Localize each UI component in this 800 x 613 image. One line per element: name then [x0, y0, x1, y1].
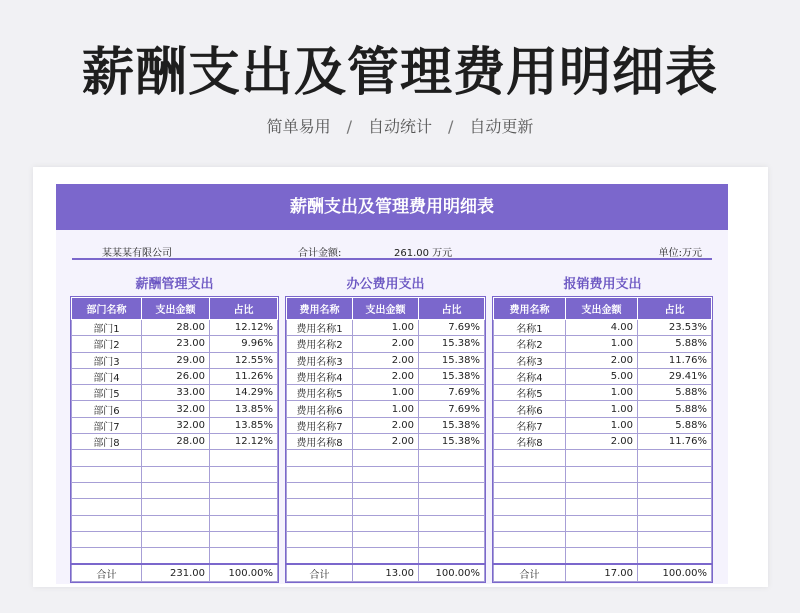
table-cell: 费用名称8 [287, 434, 353, 450]
table-cell: 12.12% [210, 320, 278, 336]
total-amount-value: 261.00 万元 [394, 248, 453, 259]
table-row [494, 352, 712, 368]
empty-cell [638, 531, 712, 547]
empty-row [72, 466, 278, 482]
table-header-row [72, 298, 278, 320]
empty-cell [142, 450, 210, 466]
table-cell: 1.00 [566, 401, 638, 417]
panel-salary [70, 274, 279, 583]
table-cell: 13.85% [210, 417, 278, 433]
empty-cell [72, 531, 142, 547]
table-row [72, 385, 278, 401]
table-cell: 2.00 [566, 434, 638, 450]
unit-label: 单位:万元 [658, 248, 702, 259]
total-cell: 100.00% [210, 564, 278, 582]
table-row [72, 352, 278, 368]
table-cell: 15.38% [419, 417, 485, 433]
empty-cell [419, 515, 485, 531]
empty-cell [210, 466, 278, 482]
total-cell: 100.00% [638, 564, 712, 582]
empty-cell [353, 515, 419, 531]
empty-cell [287, 466, 353, 482]
empty-row [494, 515, 712, 531]
table-cell: 33.00 [142, 385, 210, 401]
table-cell: 费用名称5 [287, 385, 353, 401]
empty-cell [638, 499, 712, 515]
empty-cell [494, 482, 566, 498]
table-cell: 1.00 [566, 385, 638, 401]
feature-tags [0, 114, 800, 137]
total-row [72, 564, 278, 582]
empty-cell [353, 499, 419, 515]
panel-office [285, 274, 486, 583]
table-cell: 7.69% [419, 401, 485, 417]
panel-title: 报销费用支出 [563, 277, 642, 292]
table-cell: 23.00 [142, 336, 210, 352]
table-cell: 1.00 [566, 336, 638, 352]
empty-cell [566, 466, 638, 482]
table-body [494, 320, 712, 582]
table-cell: 11.76% [638, 352, 712, 368]
table-cell: 费用名称6 [287, 401, 353, 417]
table-row [72, 320, 278, 336]
column-header: 支出金额 [353, 298, 419, 320]
empty-cell [142, 466, 210, 482]
table-cell: 部门5 [72, 385, 142, 401]
feature-tag: 自动统计 [367, 117, 432, 136]
table-cell: 5.88% [638, 417, 712, 433]
tag-separator: / [346, 117, 352, 136]
table-row [494, 417, 712, 433]
empty-row [287, 515, 485, 531]
empty-row [72, 531, 278, 547]
table-row [72, 336, 278, 352]
table-body [72, 320, 278, 582]
table-row [287, 417, 485, 433]
empty-cell [210, 499, 278, 515]
empty-cell [72, 466, 142, 482]
table-cell: 11.26% [210, 368, 278, 384]
table-cell: 15.38% [419, 352, 485, 368]
sheet-info-row [72, 244, 712, 260]
empty-cell [419, 482, 485, 498]
column-header: 部门名称 [72, 298, 142, 320]
total-cell: 合计 [72, 564, 142, 582]
empty-row [287, 482, 485, 498]
empty-cell [638, 515, 712, 531]
empty-cell [72, 499, 142, 515]
table-row [72, 417, 278, 433]
empty-row [494, 499, 712, 515]
table-cell: 5.88% [638, 336, 712, 352]
column-header: 费用名称 [287, 298, 353, 320]
table-cell: 1.00 [353, 320, 419, 336]
table-header-row [494, 298, 712, 320]
table-cell: 4.00 [566, 320, 638, 336]
table-row [287, 385, 485, 401]
empty-cell [494, 548, 566, 564]
table-cell: 部门8 [72, 434, 142, 450]
empty-cell [287, 450, 353, 466]
table-cell: 名称8 [494, 434, 566, 450]
empty-cell [210, 482, 278, 498]
table-cell: 26.00 [142, 368, 210, 384]
empty-cell [72, 450, 142, 466]
empty-cell [353, 548, 419, 564]
empty-row [494, 548, 712, 564]
empty-cell [419, 531, 485, 547]
table-row [72, 368, 278, 384]
empty-cell [287, 548, 353, 564]
empty-row [72, 515, 278, 531]
table-body [287, 320, 485, 582]
empty-row [72, 548, 278, 564]
empty-cell [287, 499, 353, 515]
table-cell: 2.00 [353, 434, 419, 450]
table-cell: 5.88% [638, 401, 712, 417]
empty-cell [142, 531, 210, 547]
empty-row [287, 499, 485, 515]
table-cell: 2.00 [353, 336, 419, 352]
empty-cell [566, 515, 638, 531]
empty-cell [638, 466, 712, 482]
table-cell: 2.00 [353, 368, 419, 384]
panel-table-wrap [285, 296, 486, 583]
empty-cell [419, 466, 485, 482]
empty-row [72, 499, 278, 515]
table-cell: 名称5 [494, 385, 566, 401]
empty-cell [353, 450, 419, 466]
empty-cell [638, 548, 712, 564]
table-cell: 部门1 [72, 320, 142, 336]
empty-row [494, 531, 712, 547]
spreadsheet [56, 184, 728, 584]
table-cell: 部门2 [72, 336, 142, 352]
panel-reimbursement [492, 274, 713, 583]
table-cell: 29.00 [142, 352, 210, 368]
empty-cell [638, 450, 712, 466]
empty-cell [142, 499, 210, 515]
column-header: 支出金额 [142, 298, 210, 320]
total-cell: 100.00% [419, 564, 485, 582]
table-cell: 费用名称4 [287, 368, 353, 384]
table-cell: 15.38% [419, 368, 485, 384]
empty-cell [494, 466, 566, 482]
page-title: 薪酬支出及管理费用明细表 [81, 43, 718, 103]
feature-tag: 自动更新 [469, 117, 534, 136]
table-cell: 2.00 [566, 352, 638, 368]
empty-cell [566, 499, 638, 515]
total-amount-label: 合计金额: [298, 248, 342, 259]
empty-row [72, 450, 278, 466]
empty-cell [566, 531, 638, 547]
total-row [287, 564, 485, 582]
empty-cell [494, 515, 566, 531]
table-row [494, 320, 712, 336]
empty-row [287, 466, 485, 482]
empty-cell [287, 515, 353, 531]
table-cell: 28.00 [142, 434, 210, 450]
empty-cell [210, 548, 278, 564]
table-cell: 15.38% [419, 434, 485, 450]
total-cell: 合计 [494, 564, 566, 582]
reimbursement-table [493, 297, 712, 582]
panel-table-wrap [492, 296, 713, 583]
table-cell: 12.12% [210, 434, 278, 450]
empty-cell [353, 466, 419, 482]
table-cell: 名称1 [494, 320, 566, 336]
empty-row [494, 466, 712, 482]
empty-cell [287, 531, 353, 547]
table-row [494, 401, 712, 417]
panel-title: 办公费用支出 [346, 277, 425, 292]
empty-cell [494, 450, 566, 466]
table-cell: 费用名称3 [287, 352, 353, 368]
column-header: 费用名称 [494, 298, 566, 320]
table-row [287, 401, 485, 417]
empty-cell [210, 450, 278, 466]
tag-separator: / [448, 117, 454, 136]
table-cell: 1.00 [566, 417, 638, 433]
table-cell: 部门4 [72, 368, 142, 384]
empty-cell [566, 548, 638, 564]
table-cell: 7.69% [419, 385, 485, 401]
table-cell: 32.00 [142, 417, 210, 433]
total-row [494, 564, 712, 582]
table-cell: 23.53% [638, 320, 712, 336]
table-cell: 14.29% [210, 385, 278, 401]
salary-table [71, 297, 278, 582]
empty-row [72, 482, 278, 498]
table-row [287, 320, 485, 336]
total-cell: 231.00 [142, 564, 210, 582]
table-row [287, 434, 485, 450]
empty-row [287, 548, 485, 564]
table-cell: 13.85% [210, 401, 278, 417]
table-header-row [287, 298, 485, 320]
empty-cell [638, 482, 712, 498]
table-row [494, 368, 712, 384]
column-header: 占比 [210, 298, 278, 320]
spreadsheet-preview-card [33, 167, 768, 587]
table-cell: 12.55% [210, 352, 278, 368]
table-cell: 费用名称1 [287, 320, 353, 336]
empty-cell [353, 482, 419, 498]
table-cell: 名称3 [494, 352, 566, 368]
table-row [494, 385, 712, 401]
total-cell: 13.00 [353, 564, 419, 582]
empty-cell [210, 515, 278, 531]
table-row [287, 336, 485, 352]
empty-cell [142, 548, 210, 564]
table-row [494, 434, 712, 450]
feature-tag: 简单易用 [266, 117, 331, 136]
table-cell: 名称2 [494, 336, 566, 352]
empty-cell [494, 531, 566, 547]
table-cell: 29.41% [638, 368, 712, 384]
table-cell: 名称7 [494, 417, 566, 433]
empty-cell [287, 482, 353, 498]
company-name: 某某某有限公司 [102, 248, 172, 259]
total-cell: 合计 [287, 564, 353, 582]
table-cell: 15.38% [419, 336, 485, 352]
column-header: 支出金额 [566, 298, 638, 320]
table-cell: 5.00 [566, 368, 638, 384]
empty-cell [142, 482, 210, 498]
empty-cell [419, 450, 485, 466]
empty-cell [72, 515, 142, 531]
empty-cell [566, 450, 638, 466]
table-row [72, 434, 278, 450]
table-cell: 名称6 [494, 401, 566, 417]
empty-row [494, 450, 712, 466]
table-cell: 2.00 [353, 352, 419, 368]
table-cell: 7.69% [419, 320, 485, 336]
column-header: 占比 [638, 298, 712, 320]
empty-cell [419, 548, 485, 564]
table-cell: 费用名称7 [287, 417, 353, 433]
empty-row [287, 531, 485, 547]
sheet-banner-title: 薪酬支出及管理费用明细表 [56, 184, 728, 230]
table-cell: 28.00 [142, 320, 210, 336]
empty-row [287, 450, 485, 466]
total-cell: 17.00 [566, 564, 638, 582]
table-cell: 2.00 [353, 417, 419, 433]
table-cell: 1.00 [353, 385, 419, 401]
panel-title: 薪酬管理支出 [135, 277, 214, 292]
table-row [494, 336, 712, 352]
table-row [287, 368, 485, 384]
table-cell: 部门3 [72, 352, 142, 368]
table-cell: 1.00 [353, 401, 419, 417]
empty-cell [494, 499, 566, 515]
table-cell: 费用名称2 [287, 336, 353, 352]
empty-cell [419, 499, 485, 515]
panel-table-wrap [70, 296, 279, 583]
empty-row [494, 482, 712, 498]
empty-cell [353, 531, 419, 547]
table-cell: 部门7 [72, 417, 142, 433]
empty-cell [566, 482, 638, 498]
empty-cell [72, 548, 142, 564]
empty-cell [210, 531, 278, 547]
table-cell: 部门6 [72, 401, 142, 417]
table-cell: 32.00 [142, 401, 210, 417]
office-table [286, 297, 485, 582]
table-cell: 9.96% [210, 336, 278, 352]
column-header: 占比 [419, 298, 485, 320]
table-row [287, 352, 485, 368]
table-row [72, 401, 278, 417]
empty-cell [72, 482, 142, 498]
table-cell: 5.88% [638, 385, 712, 401]
empty-cell [142, 515, 210, 531]
table-cell: 11.76% [638, 434, 712, 450]
table-cell: 名称4 [494, 368, 566, 384]
